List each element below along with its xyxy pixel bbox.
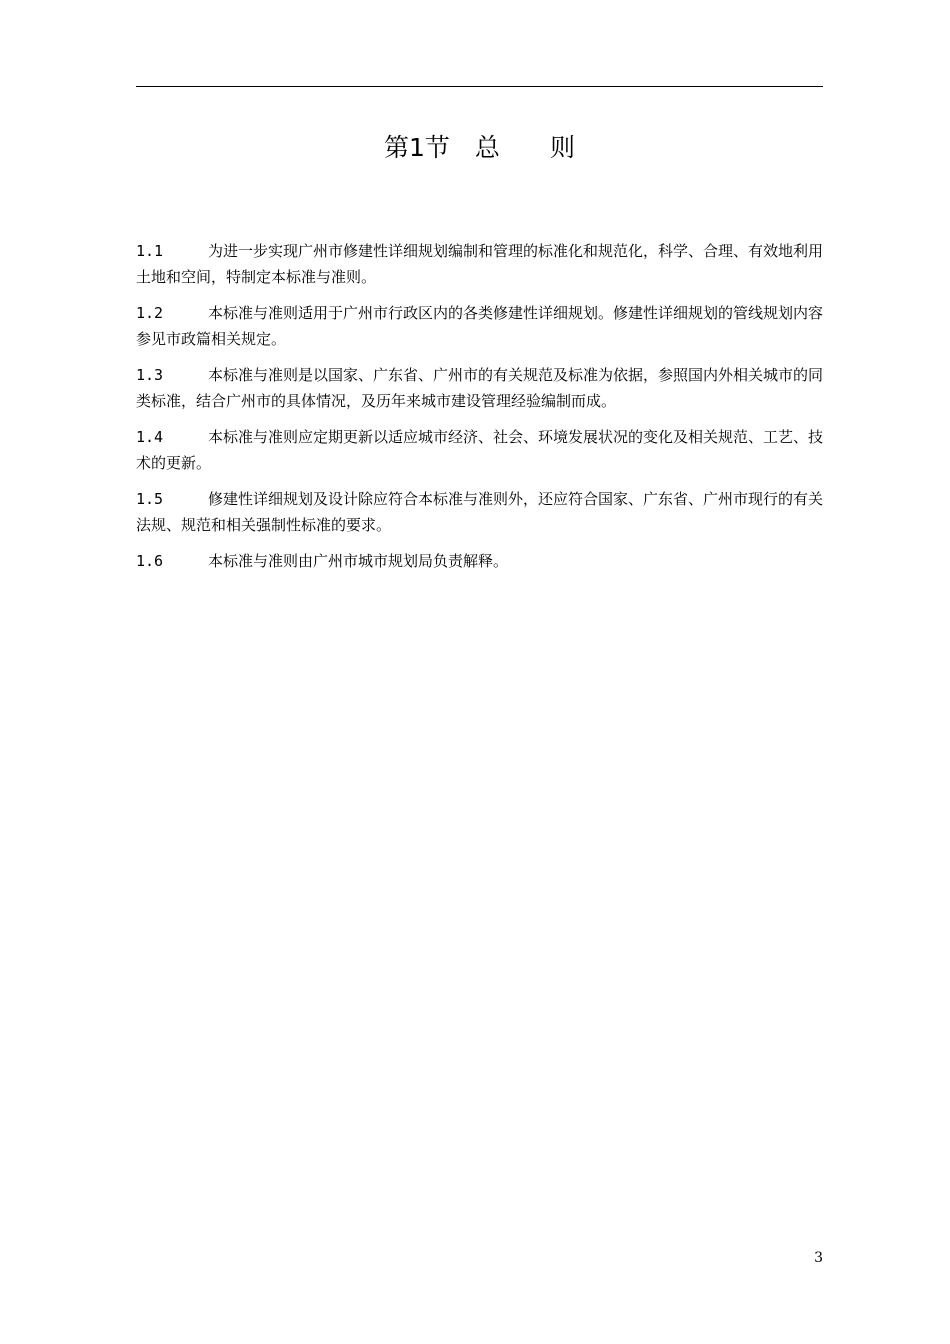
clause-text: 本标准与准则适用于广州市行政区内的各类修建性详细规划。修建性详细规划的管线规划内容参见市政篇相关规定。 xyxy=(136,304,824,348)
clause-number: 1.5 xyxy=(136,490,164,508)
clause-1-4 xyxy=(136,424,823,476)
clause-text: 本标准与准则应定期更新以适应城市经济、社会、环境发展状况的变化及相关规范、工艺、技术的更新。 xyxy=(136,428,824,472)
clause-list xyxy=(136,238,823,584)
clause-number: 1.6 xyxy=(136,552,164,570)
clause-number: 1.4 xyxy=(136,428,164,446)
clause-text: 为进一步实现广州市修建性详细规划编制和管理的标准化和规范化，科学、合理、有效地利用土地和空间，特制定本标准与准则。 xyxy=(136,242,824,286)
page-number: 3 xyxy=(814,1250,823,1266)
clause-1-3 xyxy=(136,362,823,414)
clause-number: 1.2 xyxy=(136,304,164,322)
section-title: 第1节 总 则 xyxy=(384,133,575,162)
clause-text: 修建性详细规划及设计除应符合本标准与准则外，还应符合国家、广东省、广州市现行的有关法规、规范和相关强制性标准的要求。 xyxy=(136,490,824,534)
clause-number: 1.3 xyxy=(136,366,164,384)
clause-1-5 xyxy=(136,486,823,538)
clause-1-6 xyxy=(136,548,823,574)
clause-1-2 xyxy=(136,300,823,352)
clause-number: 1.1 xyxy=(136,242,164,260)
header-rule xyxy=(136,86,823,87)
clause-text: 本标准与准则由广州市城市规划局负责解释。 xyxy=(208,552,509,570)
clause-1-1 xyxy=(136,238,823,290)
clause-text: 本标准与准则是以国家、广东省、广州市的有关规范及标准为依据，参照国内外相关城市的同类标准，结合广州市的具体情况，及历年来城市建设管理经验编制而成。 xyxy=(136,366,824,410)
